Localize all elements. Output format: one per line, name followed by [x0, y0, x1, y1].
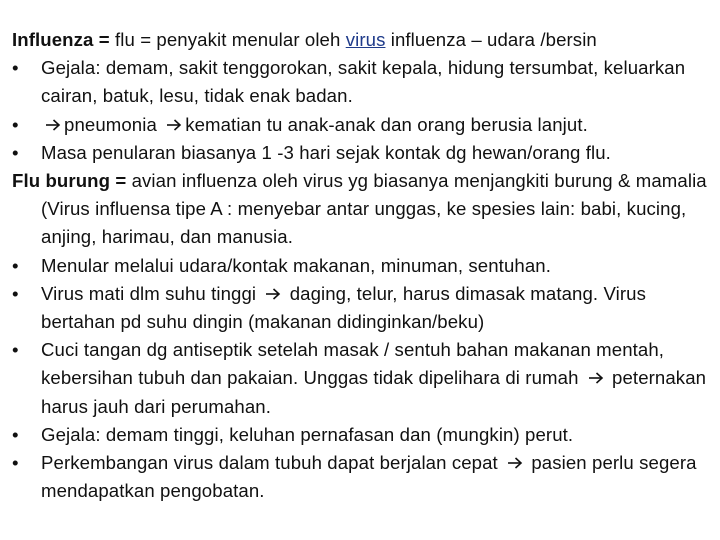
right-arrow-icon [507, 456, 523, 470]
right-arrow-icon [166, 118, 182, 132]
heat-text-b: daging, telur, harus dimasak matang. Virus bertahan pd suhu dingin (makanan didinginkan/beku) [41, 282, 646, 333]
list-item [12, 139, 712, 167]
flu-burung-eq: = [110, 170, 132, 192]
list-item [12, 336, 712, 421]
transmission-period-text: Masa penularan biasanya 1 -3 hari sejak kontak dg hewan/orang flu. [41, 141, 611, 163]
progression-text-b: pasien perlu segera mendapatkan pengobatan. [41, 452, 697, 502]
flu-burung-def: avian influenza oleh virus yg biasanya menjangkiti burung & mamalia (Virus influensa tipe A : menyebar antar unggas, ke spesies lain: babi, kucing, anjing, harimau, dan manusia. [41, 170, 707, 248]
influenza-def-a: flu = penyakit menular oleh [114, 29, 346, 50]
right-arrow-icon [45, 118, 61, 132]
slide-content [12, 26, 712, 505]
bullet-glyph: • [12, 254, 19, 276]
hygiene-text-a: Cuci tangan dg antiseptik setelah masak / sentuh bahan makanan mentah, kebersihan tubuh dan pakaian. Unggas tidak dipelihara di rumah [41, 339, 665, 389]
influenza-term: Influenza [12, 29, 94, 50]
progression-text-a: Perkembangan virus dalam tubuh dapat berjalan cepat [41, 452, 504, 474]
death-text: kematian tu anak-anak dan orang berusia lanjut. [185, 113, 588, 135]
bullet-glyph: • [12, 423, 19, 445]
bullet-glyph: • [12, 339, 19, 361]
bullet-glyph: • [12, 57, 19, 79]
right-arrow-icon [588, 371, 604, 385]
hygiene-text-b: peternakan harus jauh dari perumahan. [41, 367, 707, 417]
list-item [12, 449, 712, 505]
list-item [12, 111, 712, 139]
bullet-glyph: • [12, 113, 19, 135]
list-item [12, 252, 712, 280]
pneumonia-text: pneumonia [64, 113, 163, 135]
influenza-def-b: influenza – udara /bersin [385, 29, 597, 50]
list-item [12, 421, 712, 449]
list-item [12, 54, 712, 110]
transmission-mode-text: Menular melalui udara/kontak makanan, minuman, sentuhan. [41, 254, 551, 276]
bullet-glyph: • [12, 141, 19, 163]
right-arrow-icon [265, 287, 281, 301]
high-fever-text: Gejala: demam tinggi, keluhan pernafasan dan (mungkin) perut. [41, 423, 574, 445]
symptoms-text: Gejala: demam, sakit tenggorokan, sakit kepala, hidung tersumbat, keluarkan cairan, batuk, lesu, tidak enak badan. [41, 57, 686, 107]
flu-burung-definition [12, 167, 712, 252]
influenza-eq: = [93, 29, 115, 50]
virus-link[interactable]: virus [345, 29, 386, 50]
bullet-glyph: • [12, 282, 19, 304]
flu-burung-term: Flu burung [12, 170, 111, 192]
heat-text-a: Virus mati dlm suhu tinggi [41, 282, 262, 304]
bullet-glyph: • [12, 452, 19, 474]
influenza-definition [12, 26, 712, 54]
list-item [12, 280, 712, 336]
